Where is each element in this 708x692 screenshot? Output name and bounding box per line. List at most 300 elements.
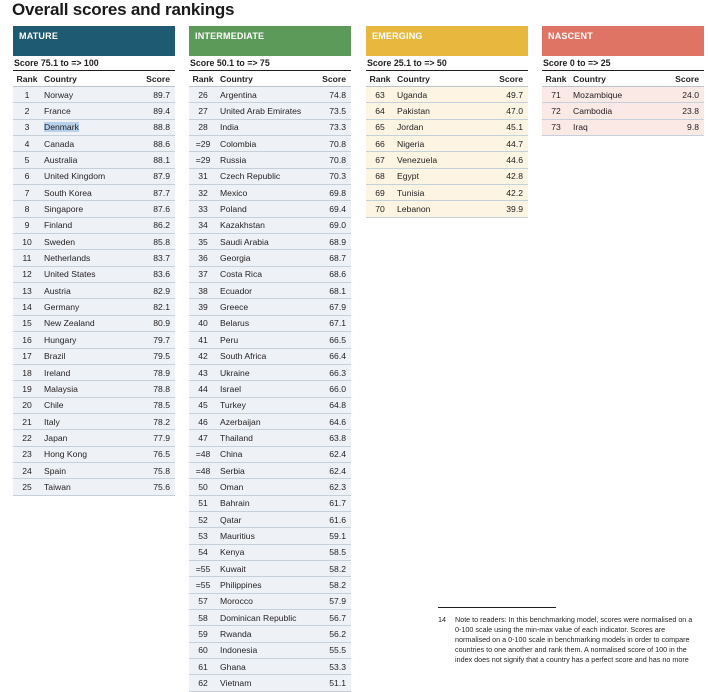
table-row: [189, 462, 351, 478]
country-cell: Germany: [41, 299, 136, 315]
score-cell: 58.2: [312, 560, 351, 576]
score-column-header: Score: [489, 71, 528, 87]
country-cell: Lebanon: [394, 201, 489, 217]
country-cell: Sweden: [41, 234, 136, 250]
rank-cell: 17: [13, 348, 41, 364]
score-cell: 53.3: [312, 659, 351, 675]
score-cell: 61.7: [312, 495, 351, 511]
score-cell: 79.7: [136, 332, 175, 348]
rank-cell: 57: [189, 593, 217, 609]
score-cell: 68.6: [312, 266, 351, 282]
rank-cell: 12: [13, 266, 41, 282]
rank-cell: 2: [13, 103, 41, 119]
score-cell: 74.8: [312, 87, 351, 103]
score-cell: 70.8: [312, 152, 351, 168]
score-cell: 82.1: [136, 299, 175, 315]
rank-cell: 42: [189, 348, 217, 364]
footnote: [438, 615, 700, 665]
rank-cell: 21: [13, 413, 41, 429]
table-row: [189, 544, 351, 560]
rank-cell: 22: [13, 430, 41, 446]
rank-cell: 39: [189, 299, 217, 315]
score-cell: 89.7: [136, 87, 175, 103]
score-cell: 87.6: [136, 201, 175, 217]
country-cell: Serbia: [217, 462, 312, 478]
score-cell: 56.2: [312, 626, 351, 642]
table-row: [189, 201, 351, 217]
score-cell: 68.7: [312, 250, 351, 266]
table-row: [189, 528, 351, 544]
country-cell: Poland: [217, 201, 312, 217]
table-row: [189, 626, 351, 642]
score-cell: 58.2: [312, 577, 351, 593]
score-column-header: Score: [665, 71, 704, 87]
table-row: [189, 119, 351, 135]
score-cell: 44.6: [489, 152, 528, 168]
country-cell: Costa Rica: [217, 266, 312, 282]
score-cell: 70.8: [312, 136, 351, 152]
country-column-header: Country: [394, 71, 489, 87]
country-cell: Jordan: [394, 119, 489, 135]
table-row: [13, 283, 175, 299]
score-cell: 68.9: [312, 234, 351, 250]
table-header-row: [366, 71, 528, 87]
table-row: [366, 136, 528, 152]
table-row: [13, 413, 175, 429]
intermediate-header: INTERMEDIATE: [189, 26, 351, 56]
country-cell: Iraq: [570, 119, 665, 135]
score-column-header: Score: [312, 71, 351, 87]
table-row: [13, 201, 175, 217]
rank-cell: =48: [189, 446, 217, 462]
country-cell: South Africa: [217, 348, 312, 364]
table-row: [189, 642, 351, 658]
score-cell: 89.4: [136, 103, 175, 119]
table-row: [189, 610, 351, 626]
country-column-header: Country: [570, 71, 665, 87]
country-cell: Oman: [217, 479, 312, 495]
country-cell: United Kingdom: [41, 168, 136, 184]
country-cell: Colombia: [217, 136, 312, 152]
table-row: [366, 103, 528, 119]
score-cell: 23.8: [665, 103, 704, 119]
score-cell: 67.1: [312, 315, 351, 331]
score-cell: 82.9: [136, 283, 175, 299]
table-row: [13, 234, 175, 250]
rank-cell: 40: [189, 315, 217, 331]
country-cell: Uganda: [394, 87, 489, 103]
table-row: [366, 87, 528, 103]
country-cell: United States: [41, 266, 136, 282]
table-row: [189, 234, 351, 250]
rank-cell: 35: [189, 234, 217, 250]
table-row: [13, 266, 175, 282]
score-cell: 66.0: [312, 381, 351, 397]
intermediate-score-range: Score 50.1 to => 75: [189, 56, 351, 71]
table-row: [13, 152, 175, 168]
score-cell: 76.5: [136, 446, 175, 462]
country-cell: Czech Republic: [217, 168, 312, 184]
country-cell: Ecuador: [217, 283, 312, 299]
rank-cell: 52: [189, 511, 217, 527]
country-cell: Cambodia: [570, 103, 665, 119]
table-row: [189, 299, 351, 315]
table-row: [189, 593, 351, 609]
country-cell: Finland: [41, 217, 136, 233]
rank-cell: 37: [189, 266, 217, 282]
table-row: [366, 201, 528, 217]
rank-cell: 16: [13, 332, 41, 348]
score-cell: 69.8: [312, 185, 351, 201]
table-row: [189, 348, 351, 364]
table-row: [542, 103, 704, 119]
country-cell: Nigeria: [394, 136, 489, 152]
country-cell: Kuwait: [217, 560, 312, 576]
score-cell: 83.7: [136, 250, 175, 266]
country-cell: Spain: [41, 462, 136, 478]
score-column-header: Score: [136, 71, 175, 87]
score-cell: 77.9: [136, 430, 175, 446]
rank-cell: 58: [189, 610, 217, 626]
rank-cell: 18: [13, 364, 41, 380]
emerging-table: [366, 71, 528, 218]
score-cell: 66.3: [312, 364, 351, 380]
table-row: [13, 168, 175, 184]
country-cell: India: [217, 119, 312, 135]
rank-cell: 71: [542, 87, 570, 103]
score-cell: 42.2: [489, 185, 528, 201]
rank-cell: =29: [189, 136, 217, 152]
table-row: [13, 185, 175, 201]
rank-cell: 70: [366, 201, 394, 217]
rank-cell: =55: [189, 560, 217, 576]
country-cell: Malaysia: [41, 381, 136, 397]
score-cell: 88.6: [136, 136, 175, 152]
rank-cell: 32: [189, 185, 217, 201]
score-cell: 75.6: [136, 479, 175, 495]
rank-cell: 65: [366, 119, 394, 135]
country-cell: Mozambique: [570, 87, 665, 103]
country-cell: South Korea: [41, 185, 136, 201]
table-row: [189, 675, 351, 691]
rank-column-header: Rank: [189, 71, 217, 87]
country-cell: Australia: [41, 152, 136, 168]
table-row: [189, 136, 351, 152]
rank-cell: 26: [189, 87, 217, 103]
table-row: [13, 119, 175, 135]
rank-cell: 28: [189, 119, 217, 135]
rank-cell: 72: [542, 103, 570, 119]
score-cell: 67.9: [312, 299, 351, 315]
table-row: [366, 119, 528, 135]
rank-column-header: Rank: [366, 71, 394, 87]
rank-cell: 47: [189, 430, 217, 446]
country-cell: Pakistan: [394, 103, 489, 119]
score-cell: 88.8: [136, 119, 175, 135]
rank-cell: =48: [189, 462, 217, 478]
footnote-text: Note to readers: In this benchmarking model, scores were normalised on a 0-100 scale using the min-max value of each indicator. Scores are normalised on a 0-100 scale in benchmarking models in order to compare countries to one another and rank them. A normalised score of 100 in the index does not signify that a country has a perfect score and has no more: [455, 615, 693, 664]
mature-table: [13, 71, 175, 496]
mature-panel: [13, 26, 175, 496]
table-row: [366, 168, 528, 184]
score-cell: 73.3: [312, 119, 351, 135]
rank-cell: 38: [189, 283, 217, 299]
table-row: [13, 446, 175, 462]
score-cell: 79.5: [136, 348, 175, 364]
table-row: [13, 479, 175, 495]
rank-cell: 51: [189, 495, 217, 511]
country-cell: United Arab Emirates: [217, 103, 312, 119]
rank-cell: 36: [189, 250, 217, 266]
rank-cell: 61: [189, 659, 217, 675]
table-row: [189, 479, 351, 495]
score-cell: 62.3: [312, 479, 351, 495]
rank-cell: 6: [13, 168, 41, 184]
rank-cell: 10: [13, 234, 41, 250]
score-cell: 47.0: [489, 103, 528, 119]
country-column-header: Country: [217, 71, 312, 87]
score-cell: 66.4: [312, 348, 351, 364]
rank-cell: 8: [13, 201, 41, 217]
table-row: [13, 299, 175, 315]
rank-cell: 68: [366, 168, 394, 184]
country-cell: Argentina: [217, 87, 312, 103]
score-cell: 70.3: [312, 168, 351, 184]
score-cell: 49.7: [489, 87, 528, 103]
country-cell: China: [217, 446, 312, 462]
rank-cell: 9: [13, 217, 41, 233]
rank-cell: 59: [189, 626, 217, 642]
score-cell: 78.8: [136, 381, 175, 397]
country-cell: Netherlands: [41, 250, 136, 266]
rank-cell: 15: [13, 315, 41, 331]
country-cell: Mexico: [217, 185, 312, 201]
emerging-score-range: Score 25.1 to => 50: [366, 56, 528, 71]
rank-cell: 62: [189, 675, 217, 691]
nascent-panel: [542, 26, 704, 136]
country-cell: Morocco: [217, 593, 312, 609]
table-row: [13, 397, 175, 413]
rank-cell: =55: [189, 577, 217, 593]
rank-cell: 24: [13, 462, 41, 478]
rank-cell: 19: [13, 381, 41, 397]
score-cell: 80.9: [136, 315, 175, 331]
country-cell: Hungary: [41, 332, 136, 348]
country-cell: Singapore: [41, 201, 136, 217]
country-cell: Hong Kong: [41, 446, 136, 462]
table-row: [189, 103, 351, 119]
table-row: [542, 119, 704, 135]
rank-cell: 53: [189, 528, 217, 544]
rank-cell: 31: [189, 168, 217, 184]
score-cell: 57.9: [312, 593, 351, 609]
page-title: Overall scores and rankings: [12, 0, 235, 19]
table-row: [13, 348, 175, 364]
footnote-number: 14: [438, 615, 446, 624]
score-cell: 64.6: [312, 413, 351, 429]
country-cell: France: [41, 103, 136, 119]
table-header-row: [189, 71, 351, 87]
table-row: [189, 266, 351, 282]
rank-cell: 50: [189, 479, 217, 495]
score-cell: 45.1: [489, 119, 528, 135]
table-row: [13, 217, 175, 233]
score-cell: 63.8: [312, 430, 351, 446]
country-cell: Qatar: [217, 511, 312, 527]
country-cell: Indonesia: [217, 642, 312, 658]
score-cell: 78.9: [136, 364, 175, 380]
country-cell: Japan: [41, 430, 136, 446]
table-row: [366, 152, 528, 168]
table-row: [189, 495, 351, 511]
rank-cell: 25: [13, 479, 41, 495]
score-cell: 59.1: [312, 528, 351, 544]
score-cell: 62.4: [312, 462, 351, 478]
score-cell: 68.1: [312, 283, 351, 299]
emerging-panel: [366, 26, 528, 218]
score-cell: 9.8: [665, 119, 704, 135]
highlighted-country-text[interactable]: Denmark: [44, 122, 79, 133]
country-cell: Egypt: [394, 168, 489, 184]
country-cell: Kenya: [217, 544, 312, 560]
score-cell: 61.6: [312, 511, 351, 527]
country-cell: Azerbaijan: [217, 413, 312, 429]
country-cell: Ukraine: [217, 364, 312, 380]
table-header-row: [13, 71, 175, 87]
rank-cell: 45: [189, 397, 217, 413]
country-column-header: Country: [41, 71, 136, 87]
rank-cell: 33: [189, 201, 217, 217]
emerging-header: EMERGING: [366, 26, 528, 56]
rank-cell: 14: [13, 299, 41, 315]
score-cell: 85.8: [136, 234, 175, 250]
country-cell: Israel: [217, 381, 312, 397]
score-cell: 42.8: [489, 168, 528, 184]
table-row: [13, 250, 175, 266]
country-cell: Greece: [217, 299, 312, 315]
score-cell: 73.5: [312, 103, 351, 119]
score-cell: 51.1: [312, 675, 351, 691]
table-row: [13, 315, 175, 331]
score-cell: 56.7: [312, 610, 351, 626]
table-row: [542, 87, 704, 103]
rank-cell: 11: [13, 250, 41, 266]
score-cell: 78.2: [136, 413, 175, 429]
score-cell: 83.6: [136, 266, 175, 282]
country-cell: Belarus: [217, 315, 312, 331]
rank-cell: 63: [366, 87, 394, 103]
rank-cell: 43: [189, 364, 217, 380]
country-cell: Mauritius: [217, 528, 312, 544]
country-cell: Russia: [217, 152, 312, 168]
rank-cell: 20: [13, 397, 41, 413]
country-cell: Georgia: [217, 250, 312, 266]
country-cell: Peru: [217, 332, 312, 348]
country-cell: Turkey: [217, 397, 312, 413]
rank-cell: 54: [189, 544, 217, 560]
rank-cell: 60: [189, 642, 217, 658]
country-cell: Norway: [41, 87, 136, 103]
rank-cell: 4: [13, 136, 41, 152]
table-row: [13, 87, 175, 103]
rank-cell: 23: [13, 446, 41, 462]
intermediate-table: [189, 71, 351, 692]
rank-cell: 46: [189, 413, 217, 429]
rank-cell: 1: [13, 87, 41, 103]
table-row: [189, 381, 351, 397]
rank-cell: 44: [189, 381, 217, 397]
table-row: [189, 397, 351, 413]
table-row: [189, 168, 351, 184]
score-cell: 64.8: [312, 397, 351, 413]
country-cell: Tunisia: [394, 185, 489, 201]
table-row: [13, 136, 175, 152]
rank-cell: 41: [189, 332, 217, 348]
table-row: [189, 152, 351, 168]
table-row: [189, 364, 351, 380]
table-row: [13, 462, 175, 478]
score-cell: 58.5: [312, 544, 351, 560]
score-cell: 55.5: [312, 642, 351, 658]
nascent-score-range: Score 0 to => 25: [542, 56, 704, 71]
score-cell: 88.1: [136, 152, 175, 168]
country-cell: Philippines: [217, 577, 312, 593]
table-row: [189, 185, 351, 201]
country-cell: Austria: [41, 283, 136, 299]
score-cell: 69.4: [312, 201, 351, 217]
score-cell: 24.0: [665, 87, 704, 103]
rank-cell: 69: [366, 185, 394, 201]
mature-score-range: Score 75.1 to => 100: [13, 56, 175, 71]
score-cell: 44.7: [489, 136, 528, 152]
rank-cell: =29: [189, 152, 217, 168]
country-cell: Ghana: [217, 659, 312, 675]
table-row: [13, 381, 175, 397]
table-row: [189, 87, 351, 103]
score-cell: 86.2: [136, 217, 175, 233]
score-cell: 66.5: [312, 332, 351, 348]
country-cell: Thailand: [217, 430, 312, 446]
table-row: [13, 430, 175, 446]
footnote-divider: [438, 607, 556, 608]
score-cell: 87.9: [136, 168, 175, 184]
rank-cell: 64: [366, 103, 394, 119]
table-row: [366, 185, 528, 201]
table-row: [189, 413, 351, 429]
country-cell: New Zealand: [41, 315, 136, 331]
table-header-row: [542, 71, 704, 87]
score-cell: 62.4: [312, 446, 351, 462]
table-row: [189, 315, 351, 331]
rank-cell: 13: [13, 283, 41, 299]
country-cell: Taiwan: [41, 479, 136, 495]
country-cell: Kazakhstan: [217, 217, 312, 233]
score-cell: 78.5: [136, 397, 175, 413]
rank-cell: 34: [189, 217, 217, 233]
table-row: [189, 430, 351, 446]
country-cell: Venezuela: [394, 152, 489, 168]
rank-cell: 66: [366, 136, 394, 152]
rank-cell: 7: [13, 185, 41, 201]
country-cell: Italy: [41, 413, 136, 429]
country-cell: Brazil: [41, 348, 136, 364]
country-cell: Chile: [41, 397, 136, 413]
country-cell: Ireland: [41, 364, 136, 380]
score-cell: 75.8: [136, 462, 175, 478]
rank-cell: 73: [542, 119, 570, 135]
table-row: [13, 103, 175, 119]
rank-column-header: Rank: [542, 71, 570, 87]
